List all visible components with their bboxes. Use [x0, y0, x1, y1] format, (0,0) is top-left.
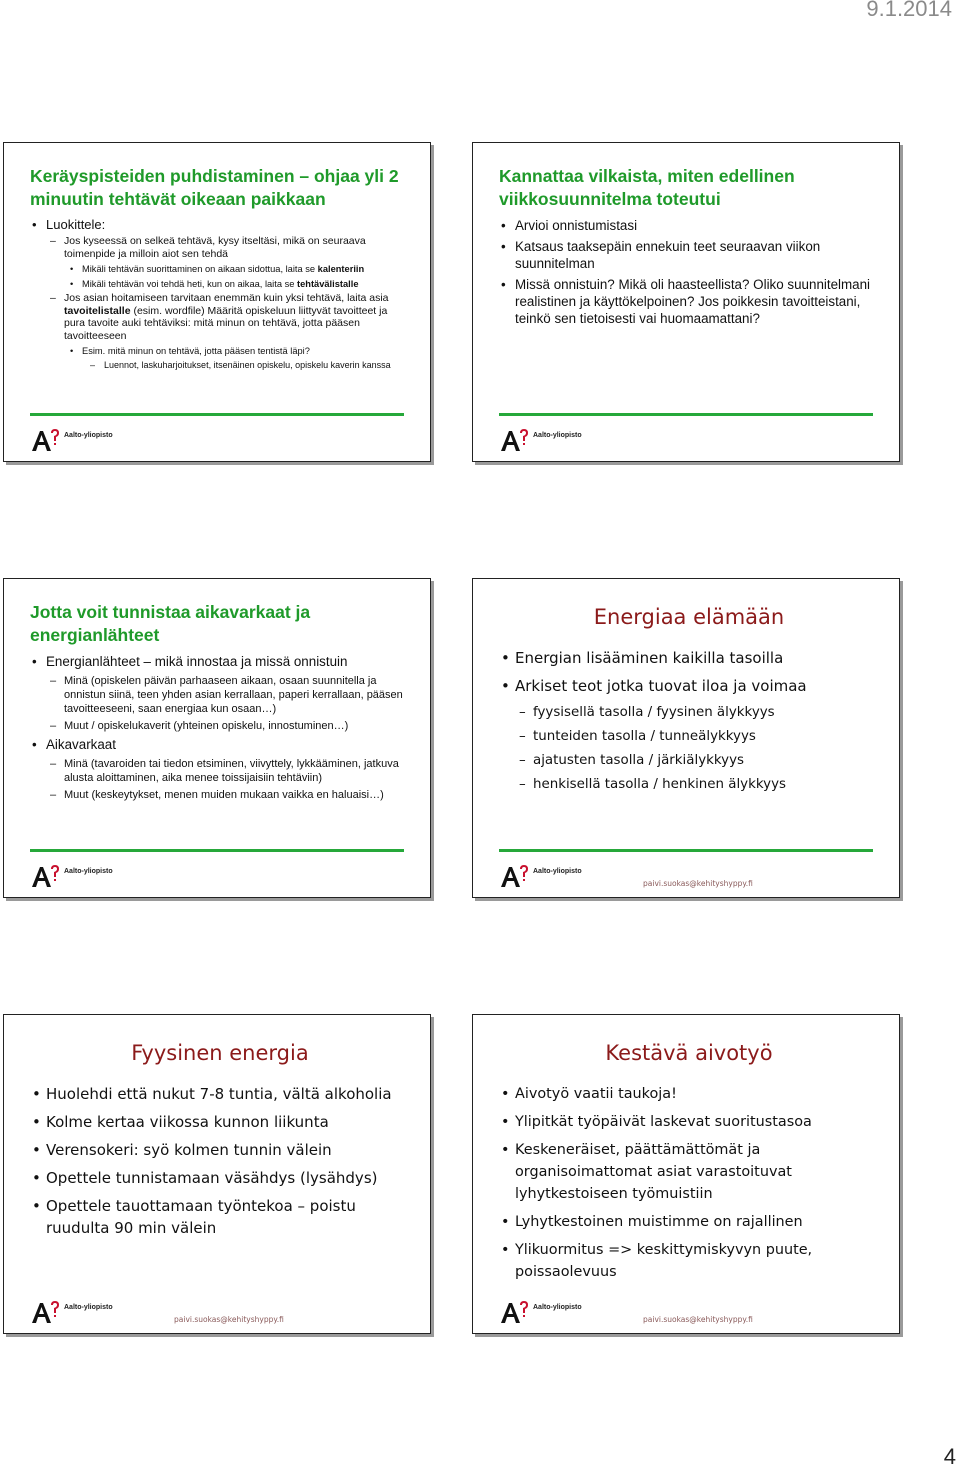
list-item — [30, 292, 410, 342]
slide-content — [499, 1037, 879, 1289]
footer-email: paivi.suokas@kehityshyppy.fi — [643, 1315, 753, 1324]
item-bold-text: tavoitelistalle — [64, 304, 131, 317]
list-item: • Opettele tauottamaan työntekoa – poistu ruudulta 90 min välein — [30, 1195, 410, 1239]
slide-4 — [472, 578, 900, 898]
slide-content — [499, 601, 879, 799]
aalto-logo-icon — [499, 1299, 529, 1325]
green-rule — [499, 413, 873, 416]
item-text: (esim. wordfile) Määritä opiskeluun liittyvät tavoitteet ja pura tavoite auki tehtäviksi: mitä minun on tehtävä, jotta pääsen tavoitteeseen — [64, 304, 388, 342]
slide-list — [499, 647, 879, 795]
aalto-logo — [30, 863, 113, 889]
slide-5 — [3, 1014, 431, 1334]
slide-list — [30, 217, 410, 371]
list-item: • Missä onnistuin? Mikä oli haasteellista? Oliko suunnitelmani realistinen ja käyttökelpoinen? Jos poikkesin tavoitteistani, teinkö sen tietoisesti vai huomaamattani? — [499, 276, 879, 327]
list-item: • Kolme kertaa viikossa kunnon liikunta — [30, 1111, 410, 1133]
slide-content — [30, 1037, 410, 1245]
slide-content — [30, 601, 410, 805]
list-item: – Muut / opiskelukaverit (yhteinen opiskelu, innostuminen…) — [30, 719, 410, 733]
slide-title: Kannattaa vilkaista, miten edellinen viikkosuunnitelma toteutui — [499, 166, 795, 209]
list-item: • Aivotyö vaatii taukoja! — [499, 1083, 879, 1105]
list-item: • Energianlähteet – mikä innostaa ja missä onnistuin — [30, 653, 410, 670]
list-item: • Arkiset teot jotka tuovat iloa ja voimaa — [499, 675, 879, 697]
item-bold-text: tehtävälistalle — [297, 278, 359, 289]
slide-list — [499, 1083, 879, 1283]
green-rule — [30, 413, 404, 416]
list-item: – ajatusten tasolla / järkiälykkyys — [499, 751, 879, 771]
list-item: • Luokittele: — [30, 217, 410, 233]
list-item: – tunteiden tasolla / tunneälykkyys — [499, 727, 879, 747]
list-item: • Esim. mitä minun on tehtävä, jotta pääsen tentistä läpi? — [30, 345, 410, 358]
aalto-logo-icon — [30, 863, 60, 889]
list-item — [30, 278, 410, 291]
list-item: • Verensokeri: syö kolmen tunnin välein — [30, 1139, 410, 1161]
list-item: – Luennot, laskuharjoitukset, itsenäinen opiskelu, opiskelu kaverin kanssa — [30, 360, 410, 371]
aalto-logo — [499, 863, 582, 889]
list-item: – henkisellä tasolla / henkinen älykkyys — [499, 775, 879, 795]
item-text: Jos asian hoitamiseen tarvitaan enemmän kuin yksi tehtävä, laita asia — [64, 292, 389, 304]
list-item: • Lyhytkestoinen muistimme on rajallinen — [499, 1211, 879, 1233]
aalto-logo-icon — [499, 863, 529, 889]
list-item: – Jos kyseessä on selkeä tehtävä, kysy itseltäsi, mikä on seuraava toimenpide ja milloin aiot sen tehdä — [30, 235, 410, 260]
slide-2 — [472, 142, 900, 462]
logo-text: Aalto-yliopisto — [64, 431, 113, 439]
list-item: • Katsaus taaksepäin ennekuin teet seuraavan viikon suunnitelman — [499, 238, 879, 272]
slide-title: Jotta voit tunnistaa aikavarkaat ja energianlähteet — [30, 602, 311, 645]
list-item: – Minä (tavaroiden tai tiedon etsiminen, viivyttely, lykkääminen, jatkuva alusta aloittaminen, aika menee toissijaisiin tehtäviin) — [30, 757, 410, 785]
list-item — [30, 263, 410, 276]
slide-list — [30, 1083, 410, 1239]
logo-text: Aalto-yliopisto — [533, 867, 582, 875]
slide-list — [499, 217, 879, 327]
slide-title: Energiaa elämään — [593, 605, 785, 629]
list-item: • Arvioi onnistumistasi — [499, 217, 879, 234]
list-item: • Huolehdi että nukut 7-8 tuntia, vältä alkoholia — [30, 1083, 410, 1105]
green-rule — [499, 849, 873, 852]
page-date: 9.1.2014 — [866, 0, 952, 21]
item-text: Mikäli tehtävän suorittaminen on aikaan sidottua, laita se — [82, 264, 318, 274]
aalto-logo — [30, 1299, 113, 1325]
aalto-logo-icon — [499, 427, 529, 453]
logo-text: Aalto-yliopisto — [533, 431, 582, 439]
list-item: – Minä (opiskelen päivän parhaaseen aikaan, osaan suunnitella ja onnistun siinä, teen yhden asian kerrallaan, paperi kerrallaan, pääsen tavoitteeseeni, saan energiaa kun osaan…) — [30, 674, 410, 716]
footer-email: paivi.suokas@kehityshyppy.fi — [643, 879, 753, 888]
aalto-logo-icon — [30, 1299, 60, 1325]
list-item: • Energian lisääminen kaikilla tasoilla — [499, 647, 879, 669]
list-item: • Ylipitkät työpäivät laskevat suoritustasoa — [499, 1111, 879, 1133]
logo-text: Aalto-yliopisto — [533, 1303, 582, 1311]
list-item: • Ylikuormitus => keskittymiskyvyn puute, poissaolevuus — [499, 1239, 879, 1283]
aalto-logo — [499, 1299, 582, 1325]
aalto-logo — [499, 427, 582, 453]
slide-1 — [3, 142, 431, 462]
list-item: – fyysisellä tasolla / fyysinen älykkyys — [499, 703, 879, 723]
logo-text: Aalto-yliopisto — [64, 867, 113, 875]
slide-title: Fyysinen energia — [131, 1041, 309, 1065]
aalto-logo-icon — [30, 427, 60, 453]
logo-text: Aalto-yliopisto — [64, 1303, 113, 1311]
list-item: • Keskeneräiset, päättämättömät ja organisoimattomat asiat varastoituvat lyhytkestoiseen työmuistiin — [499, 1139, 879, 1205]
slide-content — [499, 165, 879, 331]
slide-6 — [472, 1014, 900, 1334]
item-bold-text: kalenteriin — [317, 264, 365, 274]
page-number: 4 — [943, 1444, 956, 1469]
green-rule — [30, 849, 404, 852]
list-item: • Aikavarkaat — [30, 736, 410, 753]
list-item: • Opettele tunnistamaan väsähdys (lysähdys) — [30, 1167, 410, 1189]
list-item: – Muut (keskeytykset, menen muiden mukaan vaikka en haluaisi…) — [30, 788, 410, 802]
footer-email: paivi.suokas@kehityshyppy.fi — [174, 1315, 284, 1324]
slide-list — [30, 653, 410, 802]
slide-title: Kestävä aivotyö — [605, 1041, 773, 1065]
slide-title: Keräyspisteiden puhdistaminen – ohjaa yli 2 minuutin tehtävät oikeaan paikkaan — [30, 166, 399, 209]
slide-3 — [3, 578, 431, 898]
slide-content — [30, 165, 410, 371]
item-text: Mikäli tehtävän voi tehdä heti, kun on aikaa, laita se — [82, 278, 297, 289]
aalto-logo — [30, 427, 113, 453]
